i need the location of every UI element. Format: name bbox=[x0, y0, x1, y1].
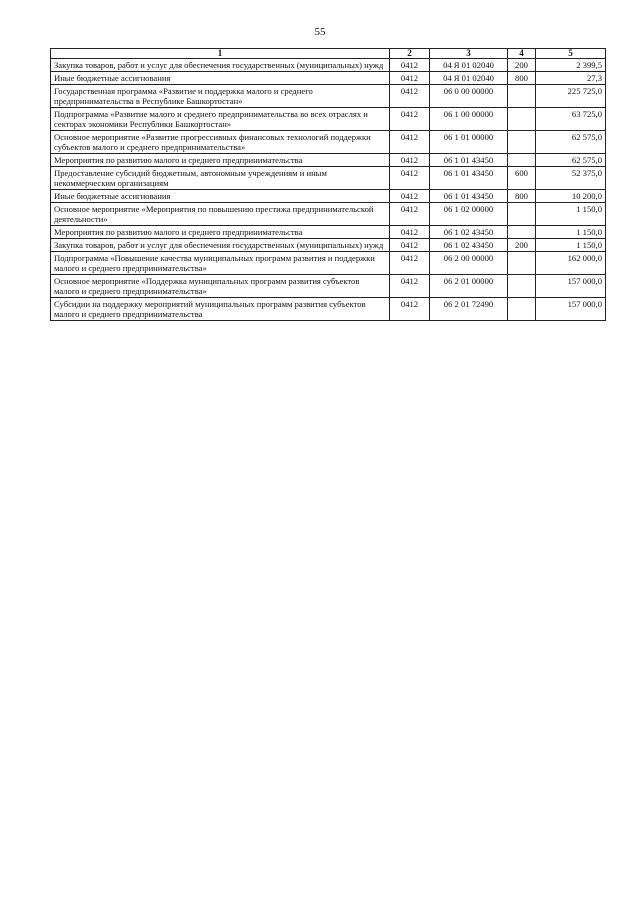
row-type-cell bbox=[508, 203, 536, 226]
row-code-cell: 04 Я 01 02040 bbox=[430, 59, 508, 72]
row-type-cell: 800 bbox=[508, 190, 536, 203]
row-type-cell: 200 bbox=[508, 59, 536, 72]
row-code-cell: 06 1 01 00000 bbox=[430, 131, 508, 154]
row-name-cell: Мероприятия по развитию малого и среднего предпринимательства bbox=[51, 154, 390, 167]
table-row bbox=[51, 59, 606, 72]
table-row bbox=[51, 239, 606, 252]
page-number: 55 bbox=[314, 26, 326, 38]
row-code-cell: 06 1 01 43450 bbox=[430, 190, 508, 203]
row-section-cell: 0412 bbox=[390, 72, 430, 85]
row-section-cell: 0412 bbox=[390, 298, 430, 321]
table-header bbox=[51, 49, 606, 59]
row-sum-cell: 1 150,0 bbox=[536, 226, 606, 239]
row-sum-cell: 157 000,0 bbox=[536, 298, 606, 321]
row-code-cell: 06 2 00 00000 bbox=[430, 252, 508, 275]
row-sum-cell: 1 150,0 bbox=[536, 203, 606, 226]
row-sum-cell: 2 399,5 bbox=[536, 59, 606, 72]
row-type-cell bbox=[508, 298, 536, 321]
row-name-cell: Подпрограмма «Развитие малого и среднего предпринимательства во всех отраслях и секторах экономики Республики Башкортостан» bbox=[51, 108, 390, 131]
row-code-cell: 06 1 01 43450 bbox=[430, 167, 508, 190]
row-type-cell bbox=[508, 226, 536, 239]
row-code-cell: 06 0 00 00000 bbox=[430, 85, 508, 108]
row-name-cell: Закупка товаров, работ и услуг для обеспечения государственных (муниципальных) нужд bbox=[51, 239, 390, 252]
row-type-cell bbox=[508, 154, 536, 167]
row-code-cell: 06 2 01 72490 bbox=[430, 298, 508, 321]
row-section-cell: 0412 bbox=[390, 85, 430, 108]
row-section-cell: 0412 bbox=[390, 154, 430, 167]
row-code-cell: 04 Я 01 02040 bbox=[430, 72, 508, 85]
row-code-cell: 06 1 00 00000 bbox=[430, 108, 508, 131]
row-sum-cell: 62 575,0 bbox=[536, 154, 606, 167]
row-name-cell: Иные бюджетные ассигнования bbox=[51, 72, 390, 85]
header-name: 1 bbox=[51, 49, 390, 59]
row-code-cell: 06 2 01 00000 bbox=[430, 275, 508, 298]
row-section-cell: 0412 bbox=[390, 226, 430, 239]
row-section-cell: 0412 bbox=[390, 239, 430, 252]
row-section-cell: 0412 bbox=[390, 275, 430, 298]
row-name-cell: Основное мероприятие «Мероприятия по повышению престижа предпринимательской деятельности» bbox=[51, 203, 390, 226]
row-type-cell: 800 bbox=[508, 72, 536, 85]
row-name-cell: Предоставление субсидий бюджетным, автономным учреждениям и иным некоммерческим организациям bbox=[51, 167, 390, 190]
table-row bbox=[51, 190, 606, 203]
row-type-cell: 600 bbox=[508, 167, 536, 190]
table-row bbox=[51, 85, 606, 108]
row-type-cell bbox=[508, 108, 536, 131]
row-section-cell: 0412 bbox=[390, 59, 430, 72]
row-section-cell: 0412 bbox=[390, 131, 430, 154]
row-sum-cell: 1 150,0 bbox=[536, 239, 606, 252]
row-name-cell: Иные бюджетные ассигнования bbox=[51, 190, 390, 203]
row-name-cell: Государственная программа «Развитие и поддержка малого и среднего предпринимательства в Республике Башкортостан» bbox=[51, 85, 390, 108]
row-code-cell: 06 1 01 43450 bbox=[430, 154, 508, 167]
row-sum-cell: 10 200,0 bbox=[536, 190, 606, 203]
row-type-cell bbox=[508, 252, 536, 275]
row-name-cell: Субсидии на поддержку мероприятий муниципальных программ развития субъектов малого и среднего предпринимательства bbox=[51, 298, 390, 321]
row-section-cell: 0412 bbox=[390, 252, 430, 275]
row-type-cell bbox=[508, 85, 536, 108]
row-name-cell: Основное мероприятие «Развитие прогрессивных финансовых технологий поддержки субъектов малого и среднего предпринимательства» bbox=[51, 131, 390, 154]
row-section-cell: 0412 bbox=[390, 108, 430, 131]
table-row bbox=[51, 108, 606, 131]
row-code-cell: 06 1 02 43450 bbox=[430, 226, 508, 239]
row-code-cell: 06 1 02 00000 bbox=[430, 203, 508, 226]
row-section-cell: 0412 bbox=[390, 167, 430, 190]
table-row bbox=[51, 226, 606, 239]
header-type: 4 bbox=[508, 49, 536, 59]
table-row bbox=[51, 131, 606, 154]
row-name-cell: Мероприятия по развитию малого и среднего предпринимательства bbox=[51, 226, 390, 239]
row-code-cell: 06 1 02 43450 bbox=[430, 239, 508, 252]
row-name-cell: Подпрограмма «Повышение качества муниципальных программ развития и поддержки малого и среднего предпринимательства» bbox=[51, 252, 390, 275]
row-sum-cell: 157 000,0 bbox=[536, 275, 606, 298]
header-code: 3 bbox=[430, 49, 508, 59]
table-body bbox=[51, 59, 606, 321]
header-row bbox=[51, 49, 606, 59]
header-sum: 5 bbox=[536, 49, 606, 59]
table-row bbox=[51, 167, 606, 190]
row-sum-cell: 63 725,0 bbox=[536, 108, 606, 131]
row-type-cell: 200 bbox=[508, 239, 536, 252]
table-row bbox=[51, 203, 606, 226]
row-sum-cell: 225 725,0 bbox=[536, 85, 606, 108]
budget-table bbox=[50, 48, 606, 321]
header-section: 2 bbox=[390, 49, 430, 59]
row-type-cell bbox=[508, 131, 536, 154]
row-section-cell: 0412 bbox=[390, 203, 430, 226]
row-section-cell: 0412 bbox=[390, 190, 430, 203]
row-name-cell: Основное мероприятие «Поддержка муниципальных программ развития субъектов малого и среднего предпринимательства» bbox=[51, 275, 390, 298]
row-sum-cell: 52 375,0 bbox=[536, 167, 606, 190]
table-row bbox=[51, 275, 606, 298]
row-sum-cell: 162 000,0 bbox=[536, 252, 606, 275]
row-type-cell bbox=[508, 275, 536, 298]
row-sum-cell: 62 575,0 bbox=[536, 131, 606, 154]
table-row bbox=[51, 154, 606, 167]
table-row bbox=[51, 72, 606, 85]
table-row bbox=[51, 298, 606, 321]
table-row bbox=[51, 252, 606, 275]
row-sum-cell: 27,3 bbox=[536, 72, 606, 85]
row-name-cell: Закупка товаров, работ и услуг для обеспечения государственных (муниципальных) нужд bbox=[51, 59, 390, 72]
